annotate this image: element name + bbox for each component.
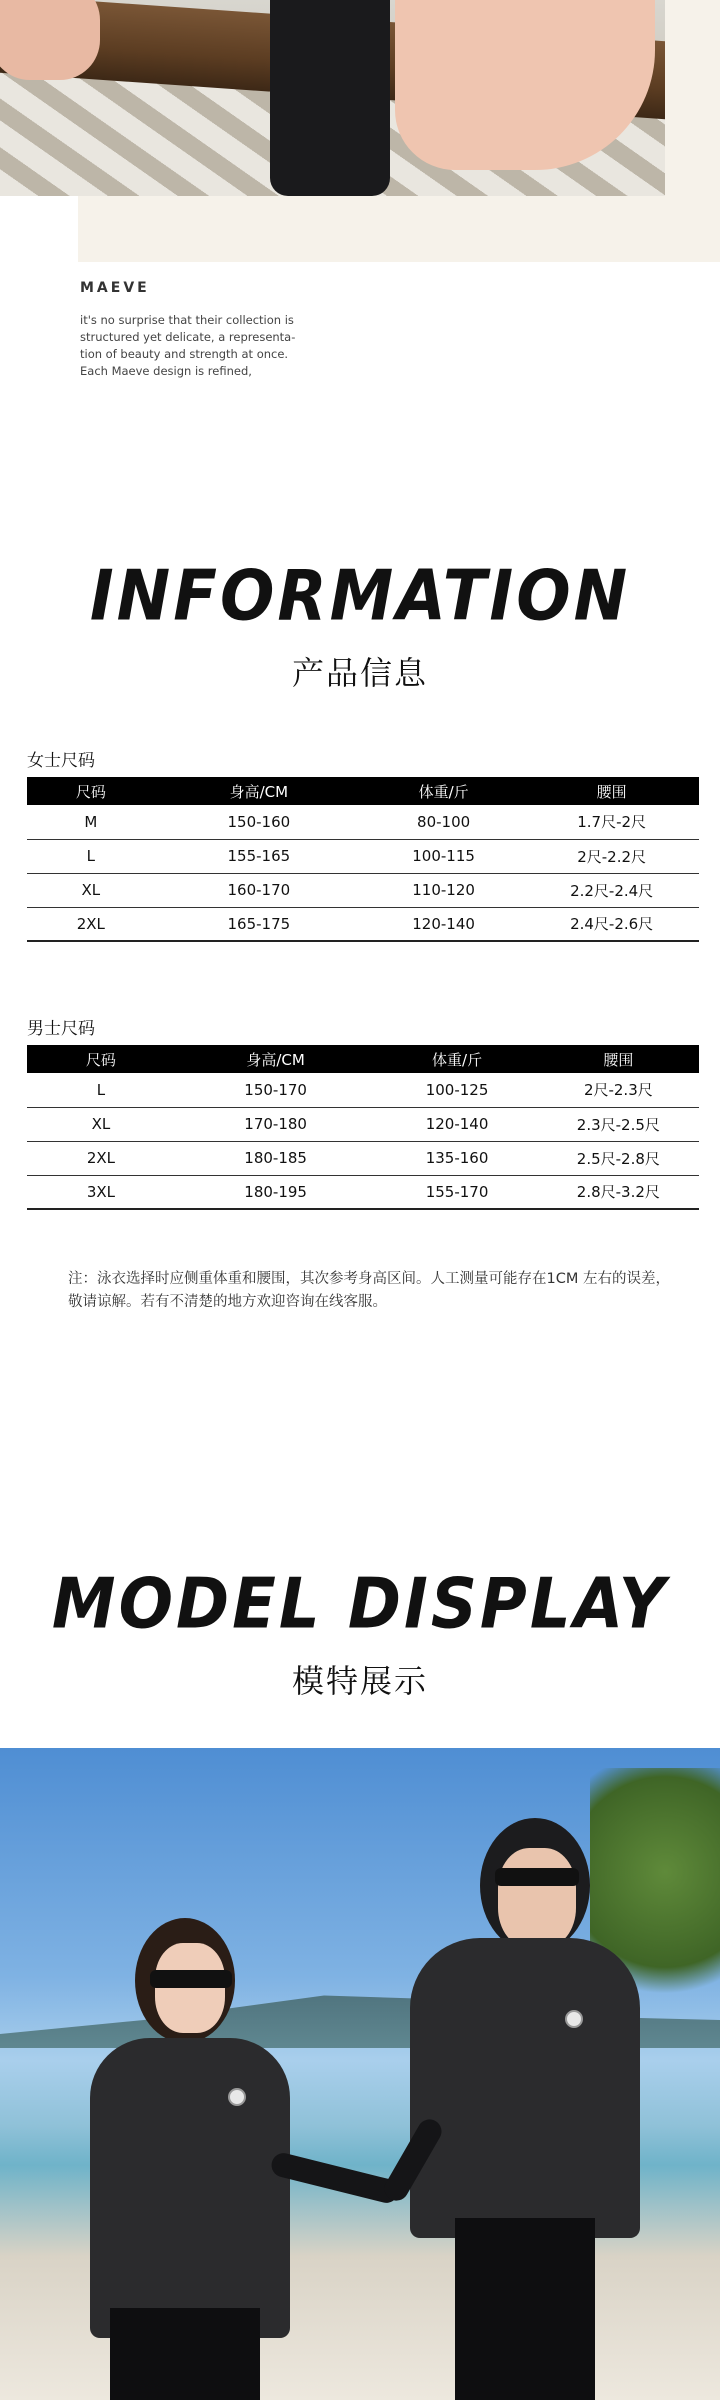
men-size-table <box>27 1014 699 1210</box>
cell-height: 155-165 <box>155 839 363 873</box>
cell-height: 165-175 <box>155 907 363 941</box>
male-model-face <box>498 1848 576 1948</box>
information-subtitle: 产品信息 <box>291 654 428 692</box>
table-header-row <box>27 1045 699 1073</box>
cell-weight: 120-140 <box>376 1107 537 1141</box>
header-size: 尺码 <box>27 777 155 805</box>
logo-badge-icon <box>565 2010 583 2028</box>
table-row <box>27 1175 699 1209</box>
cell-height: 180-195 <box>175 1175 377 1209</box>
cell-size: M <box>27 805 155 839</box>
cell-waist: 2.4尺-2.6尺 <box>524 907 699 941</box>
male-sunglasses <box>495 1868 579 1886</box>
female-model-face <box>155 1943 225 2033</box>
maeve-body: it's no surprise that their collection is structured yet delicate, a representa- tion of beauty and strength at once. Each Maeve design is refined, <box>80 313 296 378</box>
size-note: 注：泳衣选择时应侧重体重和腰围，其次参考身高区间。人工测量可能存在1CM 左右的误差，敬请谅解。若有不清楚的地方欢迎咨询在线客服。 <box>68 1271 670 1310</box>
men-table <box>27 1045 699 1210</box>
cell-size: 3XL <box>27 1175 175 1209</box>
table-header-row <box>27 777 699 805</box>
cell-weight: 100-115 <box>363 839 524 873</box>
header-waist: 腰围 <box>524 777 699 805</box>
female-model-leggings <box>110 2308 260 2400</box>
cell-waist: 1.7尺-2尺 <box>524 805 699 839</box>
cell-height: 170-180 <box>175 1107 377 1141</box>
table-row <box>27 805 699 839</box>
top-photo-section <box>0 0 720 262</box>
table-row <box>27 1141 699 1175</box>
header-weight: 体重/斤 <box>363 777 524 805</box>
header-waist: 腰围 <box>538 1045 699 1073</box>
information-title: INFORMATION <box>89 557 631 637</box>
cell-weight: 80-100 <box>363 805 524 839</box>
female-model-top <box>90 2038 290 2338</box>
cell-height: 150-170 <box>175 1073 377 1107</box>
cell-waist: 2.2尺-2.4尺 <box>524 873 699 907</box>
table-row <box>27 873 699 907</box>
cell-waist: 2尺-2.2尺 <box>524 839 699 873</box>
cell-height: 180-185 <box>175 1141 377 1175</box>
cell-height: 160-170 <box>155 873 363 907</box>
cell-weight: 110-120 <box>363 873 524 907</box>
header-size: 尺码 <box>27 1045 175 1073</box>
cell-waist: 2.3尺-2.5尺 <box>538 1107 699 1141</box>
cell-weight: 135-160 <box>376 1141 537 1175</box>
women-table <box>27 777 699 942</box>
cell-size: XL <box>27 1107 175 1141</box>
table-row <box>27 1073 699 1107</box>
header-weight: 体重/斤 <box>376 1045 537 1073</box>
maeve-text-block <box>80 280 380 380</box>
table-row <box>27 1107 699 1141</box>
men-table-caption: 男士尺码 <box>27 1019 95 1039</box>
male-model-leggings <box>455 2218 595 2400</box>
table-row <box>27 839 699 873</box>
cell-waist: 2.5尺-2.8尺 <box>538 1141 699 1175</box>
male-model-top <box>410 1938 640 2238</box>
cell-size: 2XL <box>27 907 155 941</box>
lifestyle-photo <box>0 0 665 196</box>
women-table-caption: 女士尺码 <box>27 751 95 771</box>
cell-size: XL <box>27 873 155 907</box>
header-height: 身高/CM <box>175 1045 377 1073</box>
table-row <box>27 907 699 941</box>
model-leggings <box>270 0 390 196</box>
cell-size: L <box>27 839 155 873</box>
model-display-subtitle: 模特展示 <box>291 1662 428 1700</box>
logo-badge-icon <box>228 2088 246 2106</box>
cell-size: 2XL <box>27 1141 175 1175</box>
header-height: 身高/CM <box>155 777 363 805</box>
model-display-title: MODEL DISPLAY <box>51 1565 669 1645</box>
cell-weight: 120-140 <box>363 907 524 941</box>
cell-waist: 2尺-2.3尺 <box>538 1073 699 1107</box>
women-size-table <box>27 746 699 942</box>
cell-height: 150-160 <box>155 805 363 839</box>
cell-waist: 2.8尺-3.2尺 <box>538 1175 699 1209</box>
maeve-title: MAEVE <box>80 280 150 296</box>
cell-size: L <box>27 1073 175 1107</box>
model-photo <box>0 1748 720 2400</box>
female-sunglasses <box>150 1970 232 1988</box>
cell-weight: 100-125 <box>376 1073 537 1107</box>
cell-weight: 155-170 <box>376 1175 537 1209</box>
model-hand <box>0 0 100 80</box>
